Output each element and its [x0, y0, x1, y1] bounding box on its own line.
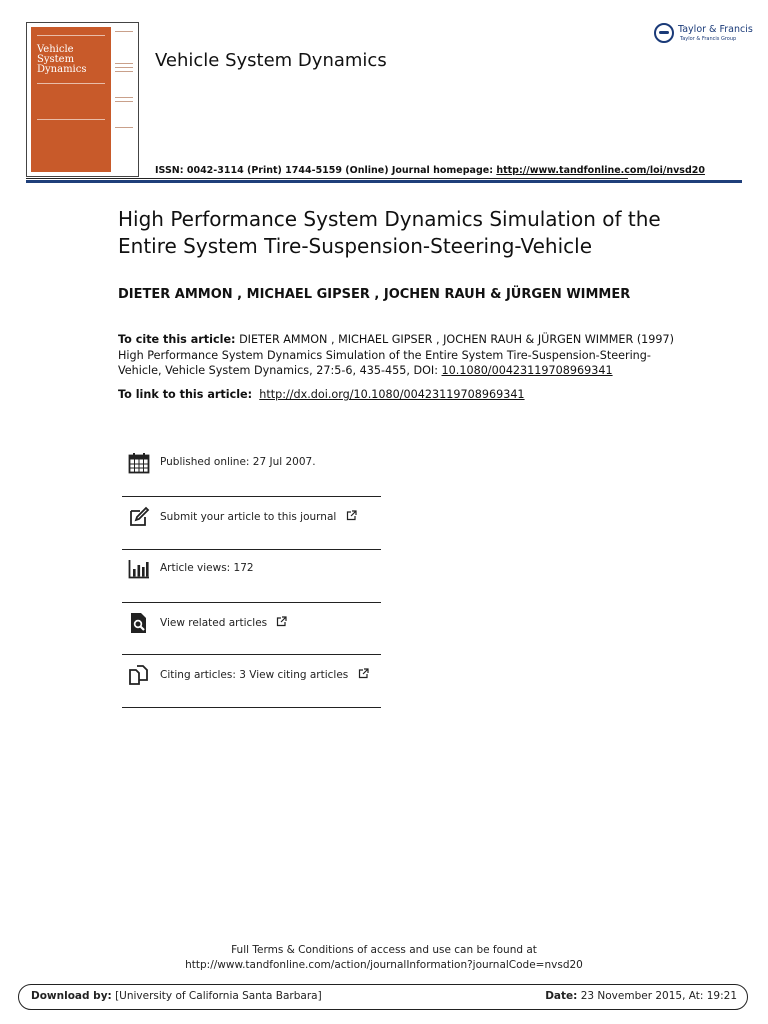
article-views-text: Article views: 172 [160, 562, 254, 574]
citing-articles-link[interactable]: Citing articles: 3 View citing articles [160, 668, 369, 681]
calendar-icon [128, 452, 150, 474]
submit-article-link[interactable]: Submit your article to this journal [160, 510, 357, 523]
journal-title: Vehicle System Dynamics [155, 50, 387, 71]
terms-url[interactable]: http://www.tandfonline.com/action/journalInformation?journalCode=nvsd20 [185, 959, 583, 971]
published-online-text: Published online: 27 Jul 2007. [160, 456, 316, 468]
related-articles-link[interactable]: View related articles [160, 616, 287, 629]
publisher-logo [654, 22, 753, 46]
publisher-name: Taylor & Francis [678, 24, 753, 35]
citation-block [118, 332, 688, 379]
external-link-icon [276, 616, 287, 627]
article-title: High Performance System Dynamics Simulation of the Entire System Tire-Suspension-Steering-Vehicle [118, 207, 661, 258]
article-authors: DIETER AMMON , MICHAEL GIPSER , JOCHEN RAUH & JÜRGEN WIMMER [118, 287, 631, 302]
header-divider [26, 180, 742, 183]
issn-text: ISSN: 0042-3114 (Print) 1744-5159 (Online) Journal homepage: [155, 165, 493, 176]
external-link-icon [358, 668, 369, 679]
download-info-bar [18, 984, 748, 1010]
article-doi-link[interactable]: http://dx.doi.org/10.1080/00423119708969341 [259, 388, 525, 401]
cover-color-strip [31, 27, 111, 172]
journal-homepage-link[interactable]: http://www.tandfonline.com/loi/nvsd20 [496, 165, 705, 176]
document-search-icon [128, 612, 150, 634]
submit-article-row[interactable] [122, 506, 381, 526]
cite-doi-link[interactable]: 10.1080/00423119708969341 [441, 364, 613, 377]
edit-icon [128, 506, 150, 528]
info-divider [122, 496, 381, 497]
publisher-logo-icon [654, 23, 674, 43]
header-divider-thin [26, 178, 628, 179]
download-date: Date: 23 November 2015, At: 19:21 [545, 990, 737, 1002]
citing-articles-row[interactable] [122, 664, 381, 684]
terms-line: Full Terms & Conditions of access and use can be found at [231, 944, 537, 956]
link-label: To link to this article: [118, 388, 253, 401]
cover-side-panel [115, 27, 135, 172]
info-divider [122, 654, 381, 655]
terms-notice [0, 943, 768, 973]
info-divider [122, 602, 381, 603]
info-divider [122, 707, 381, 708]
download-by: Download by: [University of California Santa Barbara] [31, 990, 322, 1002]
cover-title: Vehicle System Dynamics [37, 44, 87, 75]
citing-articles-icon [128, 664, 150, 686]
journal-cover-image [26, 22, 139, 177]
issn-line [155, 165, 705, 176]
published-online-row [122, 452, 381, 472]
article-link-block [118, 388, 525, 401]
bar-chart-icon [128, 558, 150, 580]
external-link-icon [346, 510, 357, 521]
cite-label: To cite this article: [118, 333, 236, 346]
article-views-row [122, 558, 381, 578]
publisher-group: Taylor & Francis Group [680, 36, 737, 42]
related-articles-row[interactable] [122, 612, 381, 632]
info-divider [122, 549, 381, 550]
cite-text: DIETER AMMON , MICHAEL GIPSER , JOCHEN RAUH & JÜRGEN WIMMER (1997) High Performance System Dynamics Simulation of the Entire System Tire-Suspension-Steering-Vehicle, Vehicle System Dynamics, 27:5-6, 435-455, DOI: [118, 333, 675, 377]
